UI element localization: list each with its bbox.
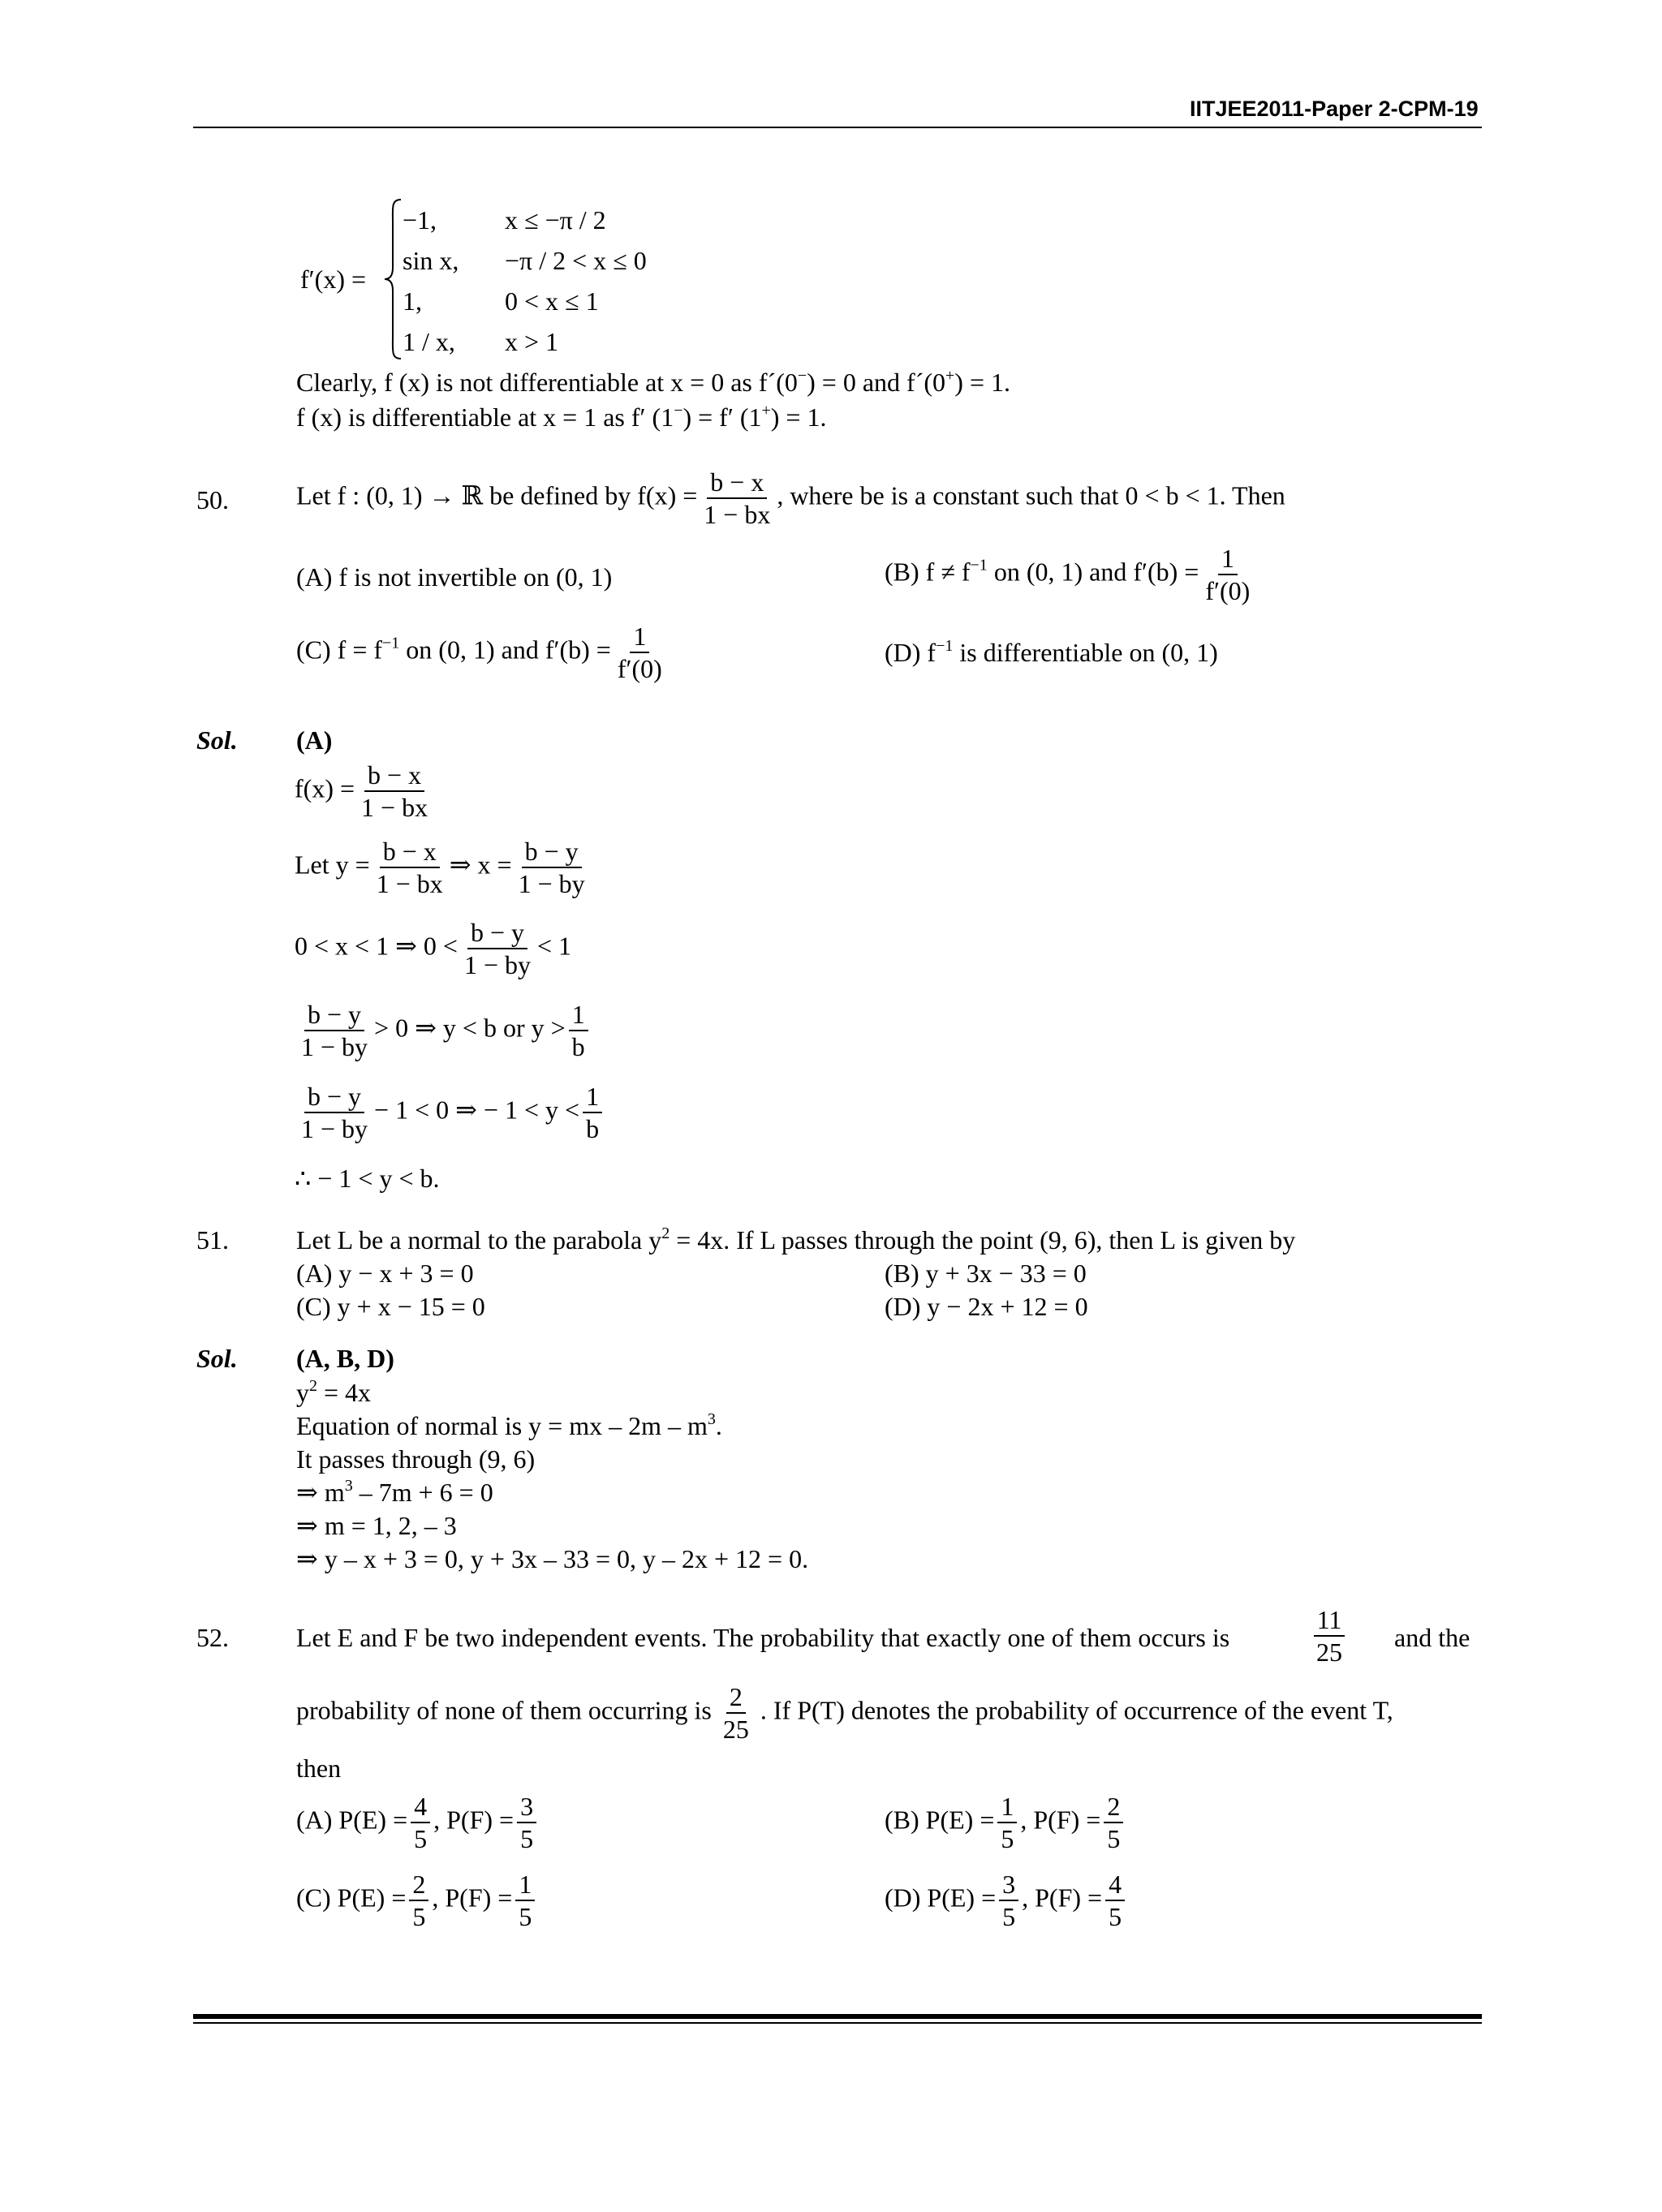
option-c: (C) y + x − 15 = 0 bbox=[296, 1292, 485, 1321]
piecewise-lhs: f′(x) = bbox=[300, 265, 367, 294]
math-line: ⇒ m = 1, 2, – 3 bbox=[296, 1511, 457, 1540]
fraction: $\frac{1}{f'(0)}$ bbox=[617, 622, 662, 683]
footer-rule-thin bbox=[193, 2022, 1482, 2024]
page-header: IITJEE2011-Paper 2-CPM-19 bbox=[1190, 97, 1479, 121]
option-d: (D) $f^{-1}$ is differentiable on (0, 1) bbox=[885, 637, 1218, 667]
question-stem: Let L be a normal to the parabola $y^2 = 4x$. If L passes through the point (9, 6), then L is given by bbox=[296, 1224, 1296, 1254]
math-line: ⇒ y – x + 3 = 0, y + 3x – 33 = 0, y – 2x + 12 = 0. bbox=[296, 1544, 809, 1573]
question-stem-line: Let E and F be two independent events. The probability that exactly one of them occurs is bbox=[296, 1623, 1230, 1652]
question-stem-line: then bbox=[296, 1754, 342, 1783]
header-rule bbox=[193, 127, 1482, 128]
question-number: 52. bbox=[196, 1623, 229, 1652]
case-value: 1 / x, bbox=[403, 327, 455, 356]
fraction: $\frac{b - x}{1 - bx}$ bbox=[361, 760, 428, 822]
option-d: (D) P(E) = $\frac{3}{5}$ , P(F) = $\frac{4}{5}$ bbox=[885, 1871, 1128, 1930]
math-line: Let y = $\frac{b - x}{1 - bx}$ ⇒ x = $\frac{b - y}{1 - by}$ bbox=[295, 838, 592, 897]
fraction: $\frac{2}{25}$ bbox=[722, 1682, 749, 1744]
solution-answer: (A, B, D) bbox=[296, 1344, 394, 1373]
fraction: $\frac{b - y}{1 - by}$ bbox=[301, 1082, 368, 1143]
math-line: It passes through (9, 6) bbox=[296, 1444, 536, 1474]
math-line: ⇒ $m^3 - 7m + 6 = 0$ bbox=[296, 1477, 493, 1507]
question-number: 50. bbox=[196, 485, 229, 514]
case-value: sin x, bbox=[403, 246, 459, 275]
option-b: (B) $f \ne f^{-1}$ on (0, 1) and f′(b) = $\frac{1}{f'(0)}$ bbox=[885, 545, 1256, 604]
fraction: $\frac{b - y}{1 - by}$ bbox=[463, 918, 531, 979]
fraction: $\frac{b - x}{1 - bx}$ bbox=[376, 837, 443, 898]
fraction: $\frac{b - x}{1 - bx}$ bbox=[704, 467, 771, 529]
math-line: ∴ − 1 < y < b. bbox=[295, 1164, 440, 1193]
text-line: f (x) is differentiable at x = 1 as f′ (1−) = f′ (1+) = 1. bbox=[296, 402, 827, 432]
option-a: (A) P(E) = $\frac{4}{5}$ , P(F) = $\frac{3}{5}$ bbox=[296, 1793, 540, 1852]
case-condition: x > 1 bbox=[505, 327, 559, 356]
case-value: −1, bbox=[403, 205, 437, 235]
fraction: $\frac{1}{b}$ bbox=[569, 1001, 588, 1060]
question-stem-line: probability of none of them occurring is $\frac{2}{25}$ . If P(T) denotes the probability of occurrence of the event T, bbox=[296, 1682, 1393, 1744]
question-number: 51. bbox=[196, 1225, 229, 1254]
option-b: (B) P(E) = $\frac{1}{5}$ , P(F) = $\frac{2}{5}$ bbox=[885, 1793, 1126, 1852]
case-condition: −π / 2 < x ≤ 0 bbox=[505, 246, 647, 275]
math-line: $y^2 = 4x$ bbox=[296, 1377, 372, 1407]
fraction: $\frac{b - y}{1 - by}$ bbox=[518, 837, 585, 898]
option-a: (A) f is not invertible on (0, 1) bbox=[296, 562, 613, 592]
option-d: (D) y − 2x + 12 = 0 bbox=[885, 1292, 1088, 1321]
footer-rule-thick bbox=[193, 2014, 1482, 2019]
option-a: (A) y − x + 3 = 0 bbox=[296, 1259, 474, 1288]
fraction: $\frac{b - y}{1 - by}$ bbox=[301, 1000, 368, 1061]
option-c: (C) $f = f^{-1}$ on (0, 1) and f′(b) = $\frac{1}{f'(0)}$ bbox=[296, 623, 669, 682]
math-line: $\frac{b - y}{1 - by}$ > 0 ⇒ y < b or y > $\frac{1}{b}$ bbox=[295, 1001, 592, 1060]
question-stem-line: and the bbox=[1394, 1623, 1470, 1652]
math-line: f(x) = $\frac{b - x}{1 - bx}$ bbox=[295, 762, 434, 820]
math-line: $\frac{b - y}{1 - by}$ − 1 < 0 ⇒ − 1 < y < $\frac{1}{b}$ bbox=[295, 1083, 605, 1142]
solution-answer: (A) bbox=[296, 725, 333, 755]
option-b: (B) y + 3x − 33 = 0 bbox=[885, 1259, 1087, 1288]
case-condition: x ≤ −π / 2 bbox=[505, 205, 606, 235]
math-line: Equation of normal is y = mx – $2m - m^3$. bbox=[296, 1410, 722, 1440]
text-line: Clearly, f (x) is not differentiable at x = 0 as f´(0−) = 0 and f´(0+) = 1. bbox=[296, 367, 1010, 397]
option-c: (C) P(E) = $\frac{2}{5}$ , P(F) = $\frac{1}{5}$ bbox=[296, 1871, 538, 1930]
math-line: 0 < x < 1 ⇒ 0 < $\frac{b - y}{1 - by}$ < 1 bbox=[295, 918, 572, 979]
fraction: $\frac{11}{25}$ bbox=[1310, 1607, 1349, 1665]
solution-label: Sol. bbox=[196, 1344, 238, 1373]
fraction: $\frac{1}{b}$ bbox=[583, 1083, 602, 1142]
question-stem: Let f : (0, 1) → ℝ be defined by f(x) = $\frac{b - x}{1 - bx}$ , where be is a constant such that 0 < b < 1. Then bbox=[296, 467, 1285, 529]
case-value: 1, bbox=[403, 286, 422, 316]
left-brace-icon bbox=[383, 198, 403, 360]
case-condition: 0 < x ≤ 1 bbox=[505, 286, 599, 316]
fraction: $\frac{1}{f'(0)}$ bbox=[1205, 544, 1251, 605]
solution-label: Sol. bbox=[196, 725, 238, 755]
